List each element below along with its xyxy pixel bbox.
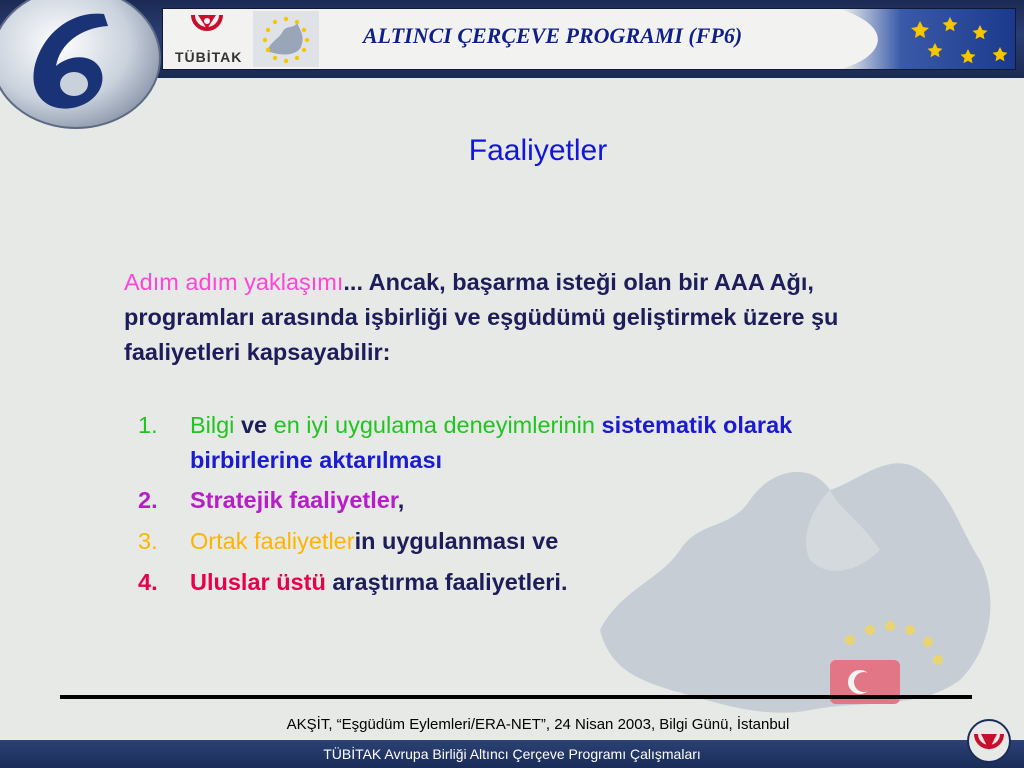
list-item-number: 3. <box>138 528 158 554</box>
tubitak-logo-label: TÜBİTAK <box>175 49 243 65</box>
item-term: Stratejik faaliyetler <box>190 487 398 513</box>
item-text: araştırma faaliyetleri. <box>325 569 568 595</box>
divider <box>60 695 972 699</box>
footer-band <box>0 740 1024 768</box>
item-text: , <box>397 487 405 513</box>
page-title: Faaliyetler <box>468 134 608 167</box>
intro-paragraph <box>124 265 944 370</box>
item-term: Ortak faaliyetler <box>190 528 355 554</box>
intro-highlight: Adım adım yaklaşımı <box>124 269 344 295</box>
item-text: in uygulanması ve <box>354 528 559 554</box>
eu-flag-icon <box>840 9 1015 69</box>
footer-text: TÜBİTAK Avrupa Birliği Altıncı Çerçeve Programı Çalışmaları <box>323 746 701 762</box>
item-term: Bilgi <box>190 412 235 438</box>
item-term: en iyi uygulama deneyimlerinin <box>273 412 595 438</box>
intro-text: ... Ancak, başarma isteği olan bir AAA Ağı, programları arasında işbirliği ve eşgüdümü geliştirmek üzere şu faaliyetleri kapsayabilir: <box>124 269 839 365</box>
citation: AKŞİT, “Eşgüdüm Eylemleri/ERA-NET”, 24 Nisan 2003, Bilgi Günü, İstanbul <box>286 716 790 733</box>
item-text: ve <box>234 412 274 438</box>
item-term: Uluslar üstü <box>190 569 326 595</box>
header-panel <box>162 8 1016 70</box>
tubitak-footer-logo-icon <box>966 718 1012 764</box>
list-item-number: 2. <box>138 487 158 513</box>
fp6-logo-icon <box>0 0 170 130</box>
program-title: ALTINCI ÇERÇEVE PROGRAMI (FP6) <box>363 23 743 48</box>
item-text: sistematik olarak birbirlerine aktarılması <box>190 412 793 473</box>
list-item-number: 4. <box>138 569 158 595</box>
list-item-number: 1. <box>138 412 158 438</box>
eu-stars-icon <box>253 11 319 67</box>
